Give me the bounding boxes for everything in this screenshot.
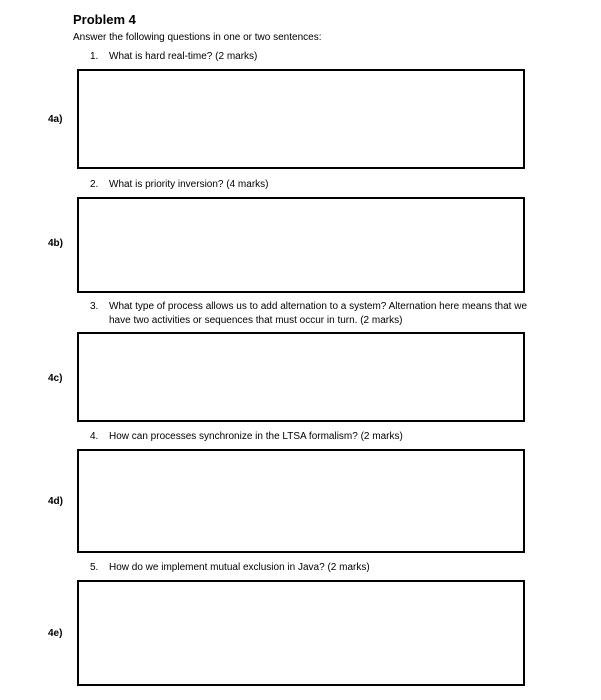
answer-box-4b[interactable] (77, 197, 525, 293)
question-number: 2. (90, 179, 99, 190)
question-text: How do we implement mutual exclusion in Java? (2 marks) (109, 562, 370, 573)
answer-box-4e[interactable] (77, 580, 525, 686)
question-number: 4. (90, 431, 99, 442)
problem-title: Problem 4 (73, 12, 136, 27)
question-number: 1. (90, 51, 99, 62)
answer-label-4d: 4d) (48, 496, 63, 507)
answer-label-4e: 4e) (48, 628, 63, 639)
question-number: 5. (90, 562, 99, 573)
answer-box-4c[interactable] (77, 332, 525, 422)
answer-label-4c: 4c) (48, 373, 63, 384)
question-text: What type of process allows us to add alternation to a system? Alternation here means that we have two activities or sequences that must occur in turn. (2 marks) (109, 301, 528, 326)
question-number: 3. (90, 301, 99, 312)
answer-box-4d[interactable] (77, 449, 525, 553)
answer-label-4a: 4a) (48, 114, 63, 125)
answer-label-4b: 4b) (48, 238, 63, 249)
question-text: How can processes synchronize in the LTSA formalism? (2 marks) (109, 431, 403, 442)
instructions: Answer the following questions in one or two sentences: (73, 32, 322, 43)
question-text: What is hard real-time? (2 marks) (109, 51, 258, 62)
question-text: What is priority inversion? (4 marks) (109, 179, 269, 190)
answer-box-4a[interactable] (77, 69, 525, 169)
